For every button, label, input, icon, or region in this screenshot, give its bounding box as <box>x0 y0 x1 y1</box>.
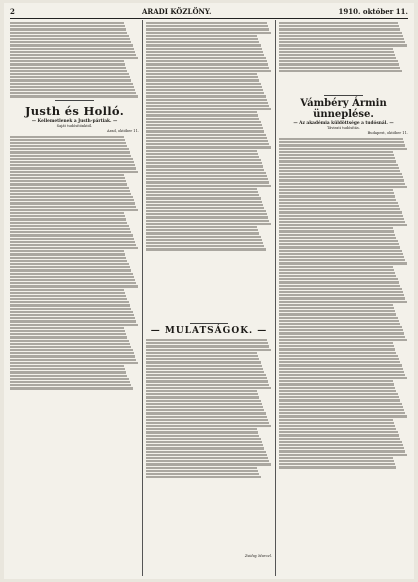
section-rule <box>324 95 363 96</box>
article-origin: Saját tudósítónktól. <box>56 123 93 128</box>
column-divider <box>275 20 276 576</box>
article-dateline: Arad, október 11. <box>107 128 139 133</box>
body-text-block <box>10 22 139 98</box>
article-signature: Zsiday Marcel. <box>244 554 272 558</box>
paper-title: ARADI KÖZLÖNY. <box>141 7 212 16</box>
section-title-mulatsagok: — MULATSÁGOK. — <box>150 326 268 336</box>
column-middle <box>146 21 272 576</box>
body-text-block <box>146 338 272 553</box>
article-dateline: Budapest, október 11. <box>367 131 408 135</box>
body-text-block <box>279 137 408 576</box>
article-subtitle: — Kellemetlenek a Justh-pártiak. — <box>31 118 118 124</box>
issue-date: 1910. október 11. <box>338 7 408 16</box>
header-rule <box>10 18 408 19</box>
column-divider <box>142 20 143 576</box>
page-header <box>10 6 408 17</box>
body-text-block <box>10 135 139 515</box>
page-number: 2 <box>10 7 15 16</box>
body-text-block <box>146 21 272 321</box>
body-text-block <box>279 21 408 93</box>
newspaper-page <box>4 3 414 579</box>
column-right <box>279 21 408 576</box>
article-title: Vámbéry Ármin ünneplése. <box>300 98 387 120</box>
article-subtitle: — Az akadémia küldöttsége a tudósnál. — <box>293 121 394 126</box>
section-rule <box>55 100 94 101</box>
section-rule <box>190 323 228 324</box>
article-title: Justh és Holló. <box>25 103 124 118</box>
article-origin: Távirati tudósítás. <box>327 126 360 130</box>
column-left <box>10 21 139 576</box>
